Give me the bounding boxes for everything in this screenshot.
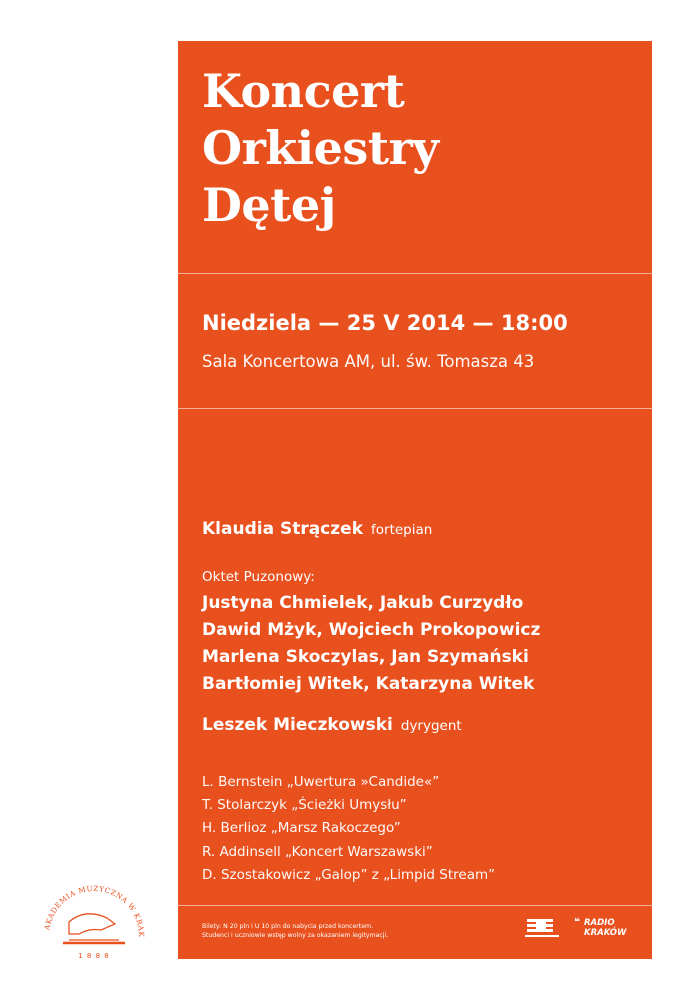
program-item: D. Szostakowicz „Galop” z „Limpid Stream” xyxy=(202,866,496,883)
member-line: Justyna Chmielek, Jakub Curzydło xyxy=(202,593,524,613)
program-list xyxy=(202,771,495,887)
radio-logo-line-2: KRAKÓW xyxy=(584,928,627,938)
poster xyxy=(178,41,652,959)
divider-footer xyxy=(178,905,652,906)
ensemble-members xyxy=(202,590,540,698)
radio-logo-line-1: RADIO xyxy=(584,918,615,928)
divider-bottom xyxy=(178,408,652,409)
conductor xyxy=(202,715,462,735)
radio-logo-text xyxy=(584,918,626,938)
soloist-name: Klaudia Strączek xyxy=(202,519,363,539)
soloist xyxy=(202,519,432,539)
program-item: H. Berlioz „Marsz Rakoczego” xyxy=(202,820,401,837)
member-line: Dawid Mżyk, Wojciech Prokopowicz xyxy=(202,620,541,640)
title-line-1: Koncert xyxy=(202,64,405,118)
event-venue: Sala Koncertowa AM, ul. św. Tomasza 43 xyxy=(202,352,535,371)
ticket-info-line-1: Bilety: N 20 pln i U 10 pln do nabycia przed koncertem. xyxy=(202,923,374,930)
ensemble-label: Oktet Puzonowy: xyxy=(202,569,315,585)
conductor-role: dyrygent xyxy=(400,718,462,734)
program-item: T. Stolarczyk „Ścieżki Umysłu” xyxy=(202,797,407,814)
member-line: Bartłomiej Witek, Katarzyna Witek xyxy=(202,674,535,694)
conductor-name: Leszek Mieczkowski xyxy=(202,715,393,735)
soloist-role: fortepian xyxy=(371,522,433,538)
ticket-info-line-2: Studenci i uczniowie wstęp wolny za okazaniem legitymacji. xyxy=(202,931,389,939)
svg-text:AKADEMIA MUZYCZNA W KRAKOWIE: AKADEMIA MUZYCZNA W KRAK xyxy=(42,883,147,938)
ticket-info xyxy=(202,923,388,940)
program-item: L. Bernstein „Uwertura »Candide«” xyxy=(202,774,440,790)
svg-text:1 8 8 8: 1 8 8 8 xyxy=(78,952,110,960)
sponsor-logo-icon xyxy=(525,918,561,942)
radio-krakow-logo xyxy=(574,915,636,943)
radio-quote-icon: ❝ xyxy=(574,917,580,928)
program-item: R. Addinsell „Koncert Warszawski” xyxy=(202,843,433,860)
poster-title xyxy=(202,63,439,234)
divider-top xyxy=(178,273,652,274)
title-line-3: Dętej xyxy=(202,178,336,232)
title-line-2: Orkiestry xyxy=(202,121,439,175)
member-line: Marlena Skoczylas, Jan Szymański xyxy=(202,647,529,667)
event-date-time: Niedziela — 25 V 2014 — 18:00 xyxy=(202,311,568,335)
academy-seal-logo xyxy=(35,878,153,966)
